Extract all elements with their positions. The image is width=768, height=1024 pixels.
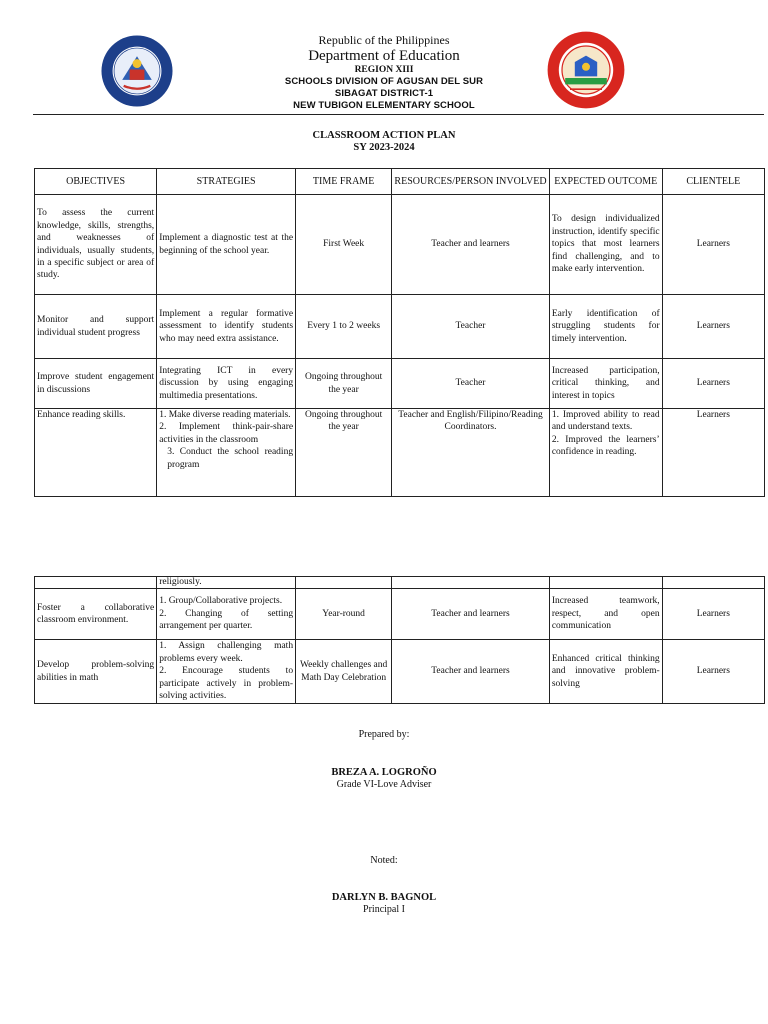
clientele-cell: Learners (662, 359, 764, 409)
table-row (35, 640, 765, 704)
clientele-cell: Learners (662, 409, 764, 497)
outcome-cell: Increased teamwork, respect, and open communication (549, 589, 662, 640)
strategy-cell: religiously. (157, 577, 296, 589)
objective-cell: Enhance reading skills. (35, 409, 157, 497)
time-frame-cell: Weekly challenges and Math Day Celebration (296, 640, 392, 704)
outcome-cell: Increased participation, critical thinking, and interest in topics (549, 359, 662, 409)
objective-cell: Monitor and support individual student progress (35, 295, 157, 359)
col-time-frame: TIME FRAME (296, 169, 392, 195)
noted-label: Noted: (370, 855, 398, 866)
header-divider (33, 114, 764, 115)
division-line: SCHOOLS DIVISION OF AGUSAN DEL SUR (284, 76, 484, 87)
resources-cell: Teacher (392, 359, 550, 409)
clientele-cell: Learners (662, 640, 764, 704)
col-expected-outcome: EXPECTED OUTCOME (549, 169, 662, 195)
outcome-cell (549, 577, 662, 589)
resources-cell: Teacher (392, 295, 550, 359)
strategy-cell: Integrating ICT in every discussion by using engaging multimedia presentations. (157, 359, 296, 409)
strategy-cell: Implement a regular formative assessment to identify students who may need extra assistance. (157, 295, 296, 359)
col-objectives: OBJECTIVES (35, 169, 157, 195)
time-frame-cell (296, 577, 392, 589)
outcome-item: 1. Improved ability to read and understand texts. (551, 410, 660, 433)
objective-cell: To assess the current knowledge, skills, strengths, and weaknesses of individuals, usually students, in a specific subject or area of study. (35, 195, 157, 295)
noted-by-name: DARLYN B. BAGNOL (331, 892, 437, 903)
table-row (35, 359, 765, 409)
time-frame-cell: First Week (296, 195, 392, 295)
table-header-row (35, 169, 765, 195)
action-plan-table-continued (34, 576, 765, 704)
outcome-cell (549, 409, 662, 497)
clientele-cell: Learners (662, 195, 764, 295)
action-plan-table (34, 168, 765, 497)
objective-cell: Foster a collaborative classroom environment. (35, 589, 157, 640)
time-frame-cell: Ongoing throughout the year (296, 359, 392, 409)
outcome-cell: Early identification of struggling students for timely intervention. (549, 295, 662, 359)
col-resources: RESOURCES/PERSON INVOLVED (392, 169, 550, 195)
resources-cell: Teacher and learners (392, 640, 550, 704)
strategy-cell: Implement a diagnostic test at the beginning of the school year. (157, 195, 296, 295)
resources-cell: Teacher and English/Filipino/Reading Coordinators. (392, 409, 550, 497)
outcome-cell: Enhanced critical thinking and innovative problem-solving (549, 640, 662, 704)
strategy-cell (157, 589, 296, 640)
strategy-item: 1. Assign challenging math problems every week. (159, 641, 294, 664)
prepared-by-block (0, 767, 768, 791)
strategy-item: 1. Make diverse reading materials. (159, 410, 291, 420)
document-header (0, 33, 768, 112)
objective-cell: Improve student engagement in discussions (35, 359, 157, 409)
time-frame-cell: Every 1 to 2 weeks (296, 295, 392, 359)
school-line: NEW TUBIGON ELEMENTARY SCHOOL (293, 100, 475, 111)
resources-cell: Teacher and learners (392, 589, 550, 640)
outcome-cell: To design individualized instruction, identify specific topics that most learners find challenging, and to make early intervention. (549, 195, 662, 295)
republic-line: Republic of the Philippines (318, 33, 450, 47)
objective-cell (35, 577, 157, 589)
table-row (35, 589, 765, 640)
time-frame-cell: Ongoing throughout the year (296, 409, 392, 497)
strategy-item: 2. Changing of setting arrangement per quarter. (159, 608, 294, 632)
outcome-item: 2. Improved the learners’ confidence in reading. (551, 434, 660, 458)
strategy-item: 2. Encourage students to participate actively in problem-solving activities. (159, 666, 294, 702)
table-row (35, 195, 765, 295)
time-frame-cell: Year-round (296, 589, 392, 640)
table-row (35, 295, 765, 359)
table-row (35, 577, 765, 589)
clientele-cell: Learners (662, 589, 764, 640)
noted-by-block (0, 892, 768, 916)
district-line: SIBAGAT DISTRICT-1 (334, 88, 434, 99)
strategy-item: 2. Implement think-pair-share activities in the classroom (159, 422, 294, 445)
strategy-item: 1. Group/Collaborative projects. (159, 596, 283, 607)
prepared-by-label: Prepared by: (358, 729, 410, 740)
prepared-by-title: Grade VI-Love Adviser (336, 779, 432, 790)
document-title (0, 130, 768, 154)
department-line: Department of Education (308, 48, 460, 64)
clientele-cell: Learners (662, 295, 764, 359)
resources-cell (392, 577, 550, 589)
clientele-cell (662, 577, 764, 589)
prepared-by-name: BREZA A. LOGROÑO (331, 767, 437, 778)
strategy-item: 3. Conduct the school reading program (167, 447, 294, 470)
table-row (35, 409, 765, 497)
col-strategies: STRATEGIES (157, 169, 296, 195)
resources-cell: Teacher and learners (392, 195, 550, 295)
col-clientele: CLIENTELE (662, 169, 764, 195)
school-year-line: SY 2023-2024 (353, 142, 415, 153)
objective-cell: Develop problem-solving abilities in math (35, 640, 157, 704)
noted-by-title: Principal I (363, 904, 405, 915)
region-line: REGION XIII (354, 65, 414, 75)
strategy-cell (157, 409, 296, 497)
title-line: CLASSROOM ACTION PLAN (312, 130, 456, 141)
strategy-cell (157, 640, 296, 704)
